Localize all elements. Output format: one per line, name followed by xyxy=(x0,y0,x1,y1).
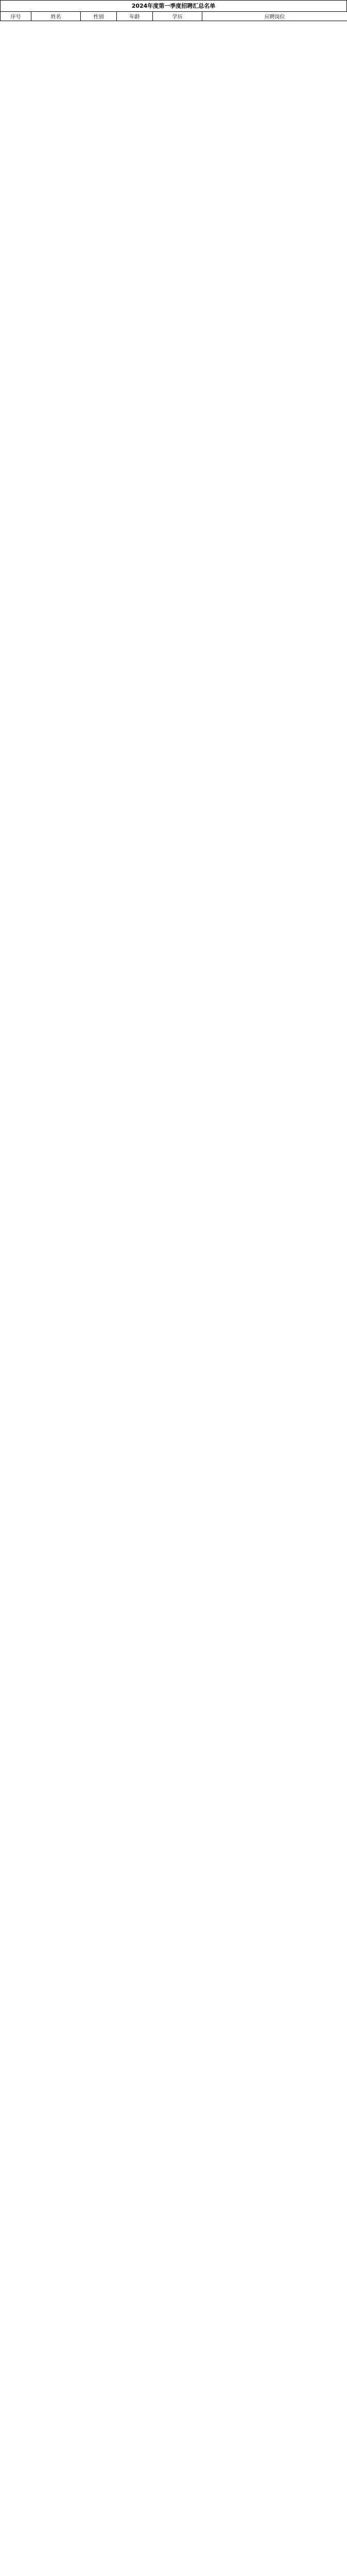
recruit-table xyxy=(0,11,347,21)
header-sex: 性别 xyxy=(81,12,117,21)
header-education: 学历 xyxy=(153,12,202,21)
header-no: 序号 xyxy=(1,12,31,21)
header-age: 年龄 xyxy=(117,12,153,21)
sheet-title: 2024年度第一季度招聘汇总名单 xyxy=(0,0,347,11)
header-position: 应聘岗位 xyxy=(202,12,347,21)
header-row xyxy=(1,12,347,21)
spreadsheet xyxy=(0,0,347,21)
header-name: 姓名 xyxy=(31,12,81,21)
